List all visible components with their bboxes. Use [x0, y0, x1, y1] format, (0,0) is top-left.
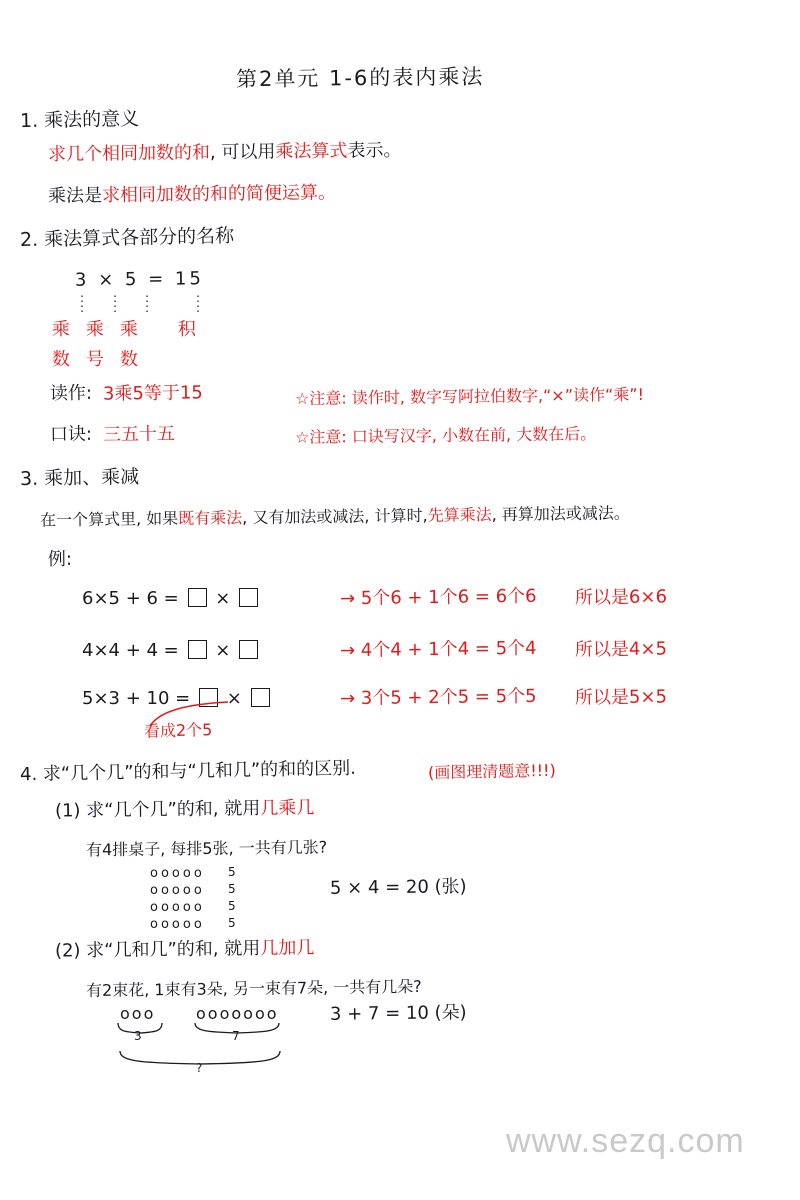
- sub1-red: 几乘几: [260, 797, 315, 820]
- rule-red-2: 先算乘法: [427, 505, 492, 525]
- section-1-line-1: [48, 141, 402, 166]
- rule-red-1: 既有乘法: [178, 508, 243, 528]
- section-2-heading: 2. 乘法算式各部分的名称: [19, 224, 235, 252]
- example-3-box-2[interactable]: [251, 688, 270, 707]
- part-label-3-bottom: 数: [119, 348, 139, 371]
- example-3-expression: 5×3 + 10 =: [82, 688, 191, 709]
- example-1-expression: 6×5 + 6 =: [82, 588, 179, 609]
- page-title: 第2单元 1-6的表内乘法: [235, 64, 485, 92]
- part-label-3-top: 乘: [119, 318, 139, 341]
- s1-l1-red-a: 求几个相同加数的和: [47, 142, 211, 166]
- dot-row-2: ooooo: [150, 883, 205, 898]
- sub2-group-2-dots: ooooooo: [196, 1004, 279, 1023]
- dot-row-3: ooooo: [150, 900, 205, 915]
- section-1-line-2: [48, 183, 336, 207]
- section-3-heading: 3. 乘加、乘减: [19, 465, 140, 491]
- dot-row-3-label: 5: [228, 899, 236, 913]
- dot-row-1-label: 5: [228, 865, 236, 879]
- sub2-group-2-label: 7: [232, 1029, 240, 1043]
- part-label-1-top: 乘: [51, 318, 71, 341]
- section-4-sub2-line: [55, 938, 315, 962]
- example-label: 例:: [47, 548, 73, 571]
- equation-leader-dot-3: :: [145, 291, 150, 305]
- sub2-red: 几加几: [260, 937, 315, 960]
- sub2-total-label: ?: [196, 1061, 203, 1075]
- example-2-op: ×: [215, 640, 231, 661]
- equation-leader-dot-1: :: [80, 291, 85, 305]
- part-label-2-bottom: 号: [85, 348, 105, 371]
- example-3-red: → 3个5 + 2个5 = 5个5: [339, 685, 537, 710]
- sub2-problem: 有2束花, 1束有3朵, 另一束有7朵, 一共有几朵?: [85, 976, 422, 1001]
- equation-leader-dot-4: :: [196, 291, 201, 305]
- example-2-red: → 4个4 + 1个4 = 5个4: [339, 637, 537, 662]
- example-1-box-2[interactable]: [239, 588, 258, 607]
- rule-part-1: 在一个算式里, 如果: [39, 508, 179, 530]
- note-1: ☆注意: 读作时, 数字写阿拉伯数字,“×”读作“乘”!: [294, 384, 645, 409]
- example-3-annotation: 看成2个5: [143, 720, 213, 741]
- example-1-box-1[interactable]: [188, 588, 207, 607]
- part-label-2-top: 乘: [85, 318, 105, 341]
- example-2-conclusion: 所以是4×5: [574, 638, 668, 661]
- dot-row-4: ooooo: [150, 917, 205, 932]
- s1-l2-black-a: 乘法是: [47, 185, 103, 207]
- example-2-expression: 4×4 + 4 =: [82, 640, 179, 661]
- read-label: 读作:: [49, 382, 93, 405]
- example-1-left: [82, 588, 261, 610]
- equation-leader-dot-2b: :: [113, 301, 118, 315]
- rule-part-2: , 又有加法或减法, 计算时,: [242, 505, 428, 528]
- section-3-rule: [40, 504, 630, 530]
- section-4-sub1-line: [55, 798, 315, 822]
- example-3-conclusion: 所以是5×5: [574, 686, 668, 709]
- dot-row-2-label: 5: [228, 882, 236, 896]
- note-2: ☆注意: 口诀写汉字, 小数在前, 大数在后。: [294, 424, 597, 447]
- sub2-answer: 3 + 7 = 10 (朵): [329, 1002, 467, 1025]
- sub2-group-1-brace: [116, 1022, 176, 1036]
- sub2-prefix: (2) 求“几和几”的和, 就用: [54, 938, 261, 962]
- sub2-group-1-dots: ooo: [120, 1004, 156, 1023]
- sub1-answer: 5 × 4 = 20 (张): [329, 876, 467, 899]
- equation-leader-dot-2: :: [113, 291, 118, 305]
- sub2-group-2-brace: [193, 1022, 293, 1036]
- section-2-equation: 3 × 5 = 15: [74, 268, 204, 291]
- example-3-op: ×: [226, 688, 242, 709]
- dot-row-1: ooooo: [150, 866, 205, 881]
- rule-part-3: , 再算加法或减法。: [491, 503, 630, 525]
- sub2-group-1-label: 3: [134, 1029, 142, 1043]
- s1-l1-red-b: 乘法算式: [275, 140, 348, 163]
- s1-l1-black-c: 表示。: [347, 139, 402, 162]
- dot-row-4-label: 5: [228, 916, 236, 930]
- example-1-op: ×: [215, 588, 231, 609]
- example-2-box-2[interactable]: [239, 640, 258, 659]
- sub1-problem: 有4排桌子, 每排5张, 一共有几张?: [85, 837, 328, 860]
- sub2-total-brace: [118, 1050, 288, 1068]
- section-1-heading: 1. 乘法的意义: [19, 107, 140, 133]
- equation-leader-dot-4b: :: [196, 301, 201, 315]
- example-1-red: → 5个6 + 1个6 = 6个6: [339, 585, 537, 610]
- part-label-4: 积: [177, 318, 197, 341]
- equation-leader-dot-1b: :: [80, 301, 85, 315]
- example-1-conclusion: 所以是6×6: [574, 586, 668, 609]
- example-2-box-1[interactable]: [188, 640, 207, 659]
- part-label-1-bottom: 数: [51, 348, 71, 371]
- section-4-heading-red: (画图理清题意!!!): [427, 760, 556, 783]
- watermark: www.sezq.com: [506, 1122, 745, 1160]
- formula-label: 口诀:: [49, 423, 93, 446]
- formula-value: 三五十五: [102, 423, 176, 446]
- s1-l1-black-b: , 可以用: [209, 141, 276, 164]
- section-4-heading: 4. 求“几个几”的和与“几和几”的和的区别.: [19, 757, 357, 786]
- sub1-prefix: (1) 求“几个几”的和, 就用: [54, 798, 261, 822]
- example-2-left: [82, 640, 261, 662]
- s1-l2-red-a: 求相同加数的和的简便运算。: [101, 182, 337, 207]
- read-value: 3乘5等于15: [102, 382, 203, 405]
- equation-leader-dot-3b: :: [145, 301, 150, 315]
